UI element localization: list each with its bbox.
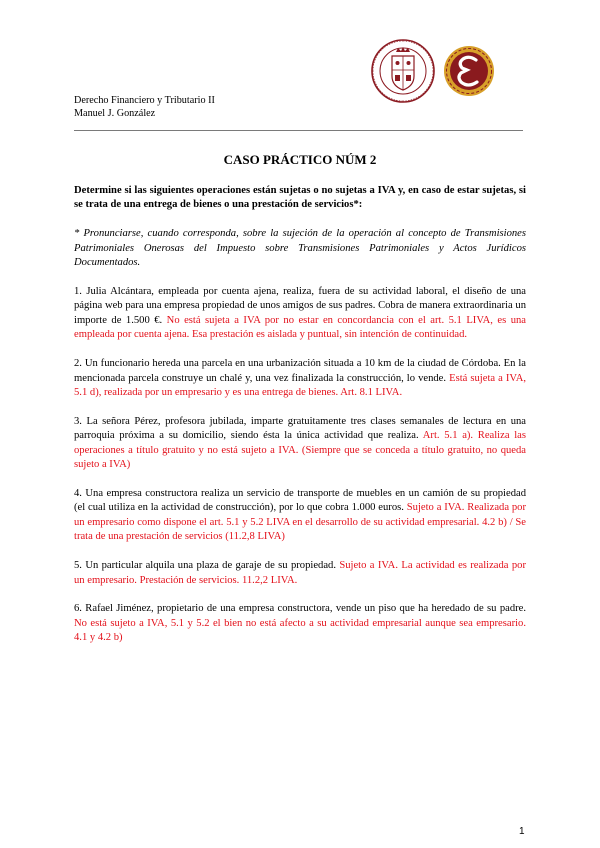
case-statement: 1. Julia Alcántara, empleada por cuenta ajena, realiza, fuera de su actividad laboral, el diseño de una página web para una empresa propiedad de unos amigos de sus padres. Cobra de manera extraordinaria un importe de 1.500 €. <box>74 286 526 326</box>
header-divider <box>74 130 523 131</box>
case-answer: Está sujeta a IVA, 5.1 d), realizada por un empresario y es una entrega de bienes. Art. 8.1 LIVA. <box>74 372 526 398</box>
case-answer: Sujeto a IVA. La actividad es realizada por un empresario. Prestación de servicios. 11.2,2 LIVA. <box>74 560 526 586</box>
document-header <box>74 95 215 120</box>
document-body <box>74 184 526 660</box>
author-name: Manuel J. González <box>74 107 156 119</box>
case-statement: 4. Una empresa constructora realiza un servicio de transporte de muebles en un camión de su propiedad (el cual utiliza en la actividad de construcción), por lo que cobra 1.000 euros. <box>74 488 526 514</box>
case-statement: 3. La señora Pérez, profesora jubilada, imparte gratuitamente tres clases semanales de lectura en una parroquia próxima a su domicilio, siendo ésta la única actividad que realiza. <box>74 415 526 442</box>
page-title: CASO PRÁCTICO NÚM 2 <box>223 152 377 167</box>
case-item-4 <box>74 487 526 545</box>
case-answer: Art. 5.1 a). Realiza las operaciones a título gratuito y no está sujeto a IVA. (Siempre que se conceda a título gratuito, no queda sujeto a IVA) <box>74 430 526 471</box>
intro-question: Determine si las siguientes operaciones están sujetas o no sujetas a IVA y, en caso de estar sujetas, si se trata de una entrega de bienes o una prestación de servicios*: <box>74 185 526 211</box>
case-statement: 6. Rafael Jiménez, propietario de una empresa constructora, vende un piso que ha heredado de su padre. <box>74 603 526 615</box>
case-answer: No está sujeta a IVA por no estar en concordancia con el art. 5.1 LIVA, es una empleada por cuenta ajena. Esa prestación es aislada y puntual, sin intención de continuidad. <box>74 314 526 341</box>
page-number: 1 <box>519 826 525 837</box>
faculty-emblem-logo <box>442 38 496 104</box>
case-item-3 <box>74 415 526 473</box>
case-statement: 5. Un particular alquila una plaza de garaje de su propiedad. <box>74 560 336 572</box>
header-logos <box>370 38 492 106</box>
case-statement: 2. Un funcionario hereda una parcela en una urbanización situada a 10 km de la ciudad de Córdoba. En la mencionada parcela construye un chalé y, una vez finalizada la construcción, lo vende. <box>74 358 526 384</box>
case-answer: No está sujeto a IVA, 5.1 y 5.2 el bien no está afecto a su actividad empresarial aunque sea empresario. 4.1 y 4.2 b) <box>74 617 526 644</box>
case-item-5 <box>74 559 526 588</box>
case-item-6 <box>74 602 526 645</box>
footnote-instruction: * Pronunciarse, cuando corresponda, sobre la sujeción de la operación al concepto de Transmisiones Patrimoniales Onerosas del Impuesto sobre Transmisiones Patrimoniales y Actos Jurídicos Documentados. <box>74 228 526 269</box>
course-name: Derecho Financiero y Tributario II <box>74 95 215 106</box>
case-item-2 <box>74 357 526 400</box>
case-item-1 <box>74 285 526 343</box>
case-answer: Sujeto a IVA. Realizada por un empresario como dispone el art. 5.1 y 5.2 LIVA en el desarrollo de su actividad empresarial. 4.2 b) / Se trata de una prestación de servicios (11.2,8 LIVA) <box>74 502 527 543</box>
university-seal-logo <box>370 38 436 104</box>
